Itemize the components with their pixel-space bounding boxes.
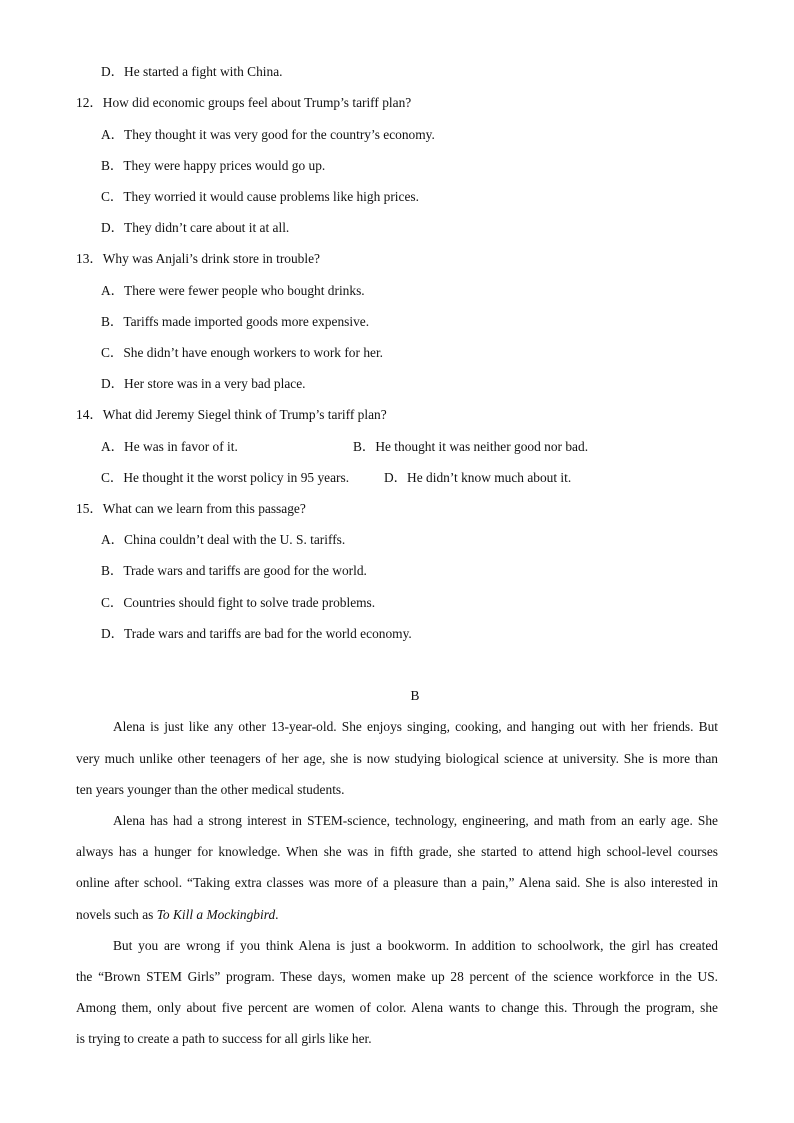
- p1-line-3: ten years younger than the other medical students.: [76, 782, 345, 797]
- q15-option-a: A．China couldn’t deal with the U. S. tariffs.: [101, 532, 346, 547]
- p3-line-3: Among them, only about five percent are women of color. Alena wants to change this. Through the program, she: [76, 1000, 718, 1015]
- q12-stem: 12．How did economic groups feel about Trump’s tariff plan?: [76, 95, 412, 110]
- p2-line-2: always has a hunger for knowledge. When she was in fifth grade, she started to attend high school-level courses: [76, 844, 718, 859]
- p3-line-2: the “Brown STEM Girls” program. These days, women make up 28 percent of the science workforce in the US.: [76, 969, 718, 984]
- p2-line-4: [76, 907, 718, 923]
- q12-option-a: A．They thought it was very good for the country’s economy.: [101, 127, 435, 142]
- q11-option-d: D．He started a fight with China.: [101, 64, 283, 79]
- q13-stem: 13．Why was Anjali’s drink store in trouble?: [76, 251, 320, 266]
- q14-option-a: A．He was in favor of it.: [101, 439, 238, 454]
- p2-line-3: online after school. “Taking extra classes was more of a pleasure than a pain,” Alena said. She is also interested in: [76, 875, 718, 890]
- q15-option-b: B．Trade wars and tariffs are good for the world.: [101, 563, 367, 578]
- p3-line-1: But you are wrong if you think Alena is just a bookworm. In addition to schoolwork, the girl has created: [113, 938, 718, 953]
- p1-line-1: Alena is just like any other 13-year-old. She enjoys singing, cooking, and hanging out with her friends. But: [113, 719, 718, 734]
- q15-stem: 15．What can we learn from this passage?: [76, 501, 306, 516]
- q13-option-a: A．There were fewer people who bought drinks.: [101, 283, 365, 298]
- q13-option-c: C．She didn’t have enough workers to work for her.: [101, 345, 384, 360]
- q13-option-b: B．Tariffs made imported goods more expensive.: [101, 314, 370, 329]
- q14-option-b: B．He thought it was neither good nor bad.: [353, 439, 589, 454]
- p2-line-4-prefix: novels such as: [76, 907, 157, 922]
- q13-option-d: D．Her store was in a very bad place.: [101, 376, 306, 391]
- q15-option-d: D．Trade wars and tariffs are bad for the world economy.: [101, 626, 412, 641]
- q14-option-c: C．He thought it the worst policy in 95 years.: [101, 470, 350, 485]
- q12-option-d: D．They didn’t care about it at all.: [101, 220, 290, 235]
- p1-line-2: very much unlike other teenagers of her age, she is now studying biological science at university. She is more than: [76, 751, 718, 766]
- q14-option-d: D．He didn’t know much about it.: [384, 470, 572, 485]
- q15-option-c: C．Countries should fight to solve trade problems.: [101, 595, 376, 610]
- q12-option-b: B．They were happy prices would go up.: [101, 158, 326, 173]
- p3-line-4: is trying to create a path to success for all girls like her.: [76, 1031, 372, 1046]
- section-b-title: B: [410, 688, 420, 703]
- p2-line-1: Alena has had a strong interest in STEM-science, technology, engineering, and math from an early age. She: [113, 813, 718, 828]
- q14-stem: 14．What did Jeremy Siegel think of Trump’s tariff plan?: [76, 407, 387, 422]
- p2-line-4-suffix: .: [275, 907, 279, 922]
- q12-option-c: C．They worried it would cause problems like high prices.: [101, 189, 419, 204]
- book-title: To Kill a Mockingbird: [156, 907, 276, 922]
